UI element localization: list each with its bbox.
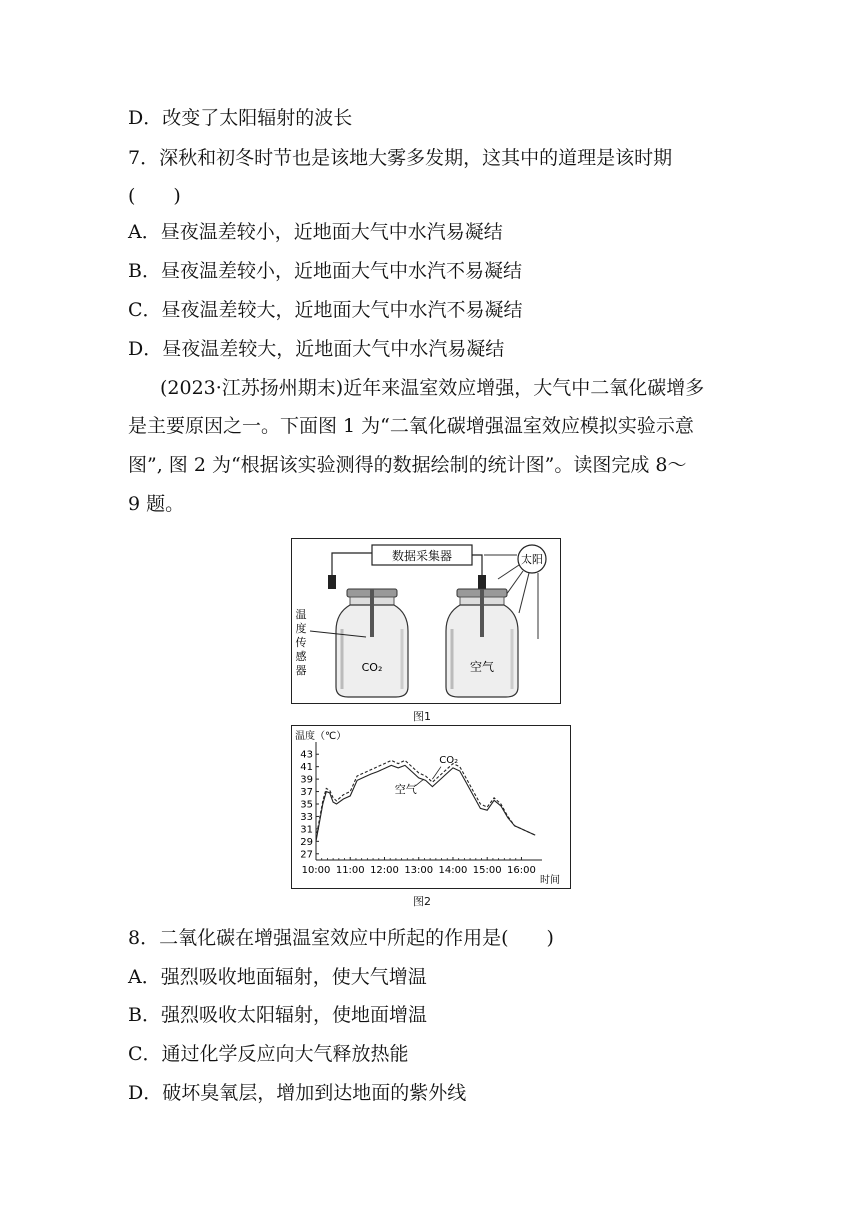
x-tick-label: 12:00 bbox=[370, 865, 399, 876]
sensor-label bbox=[296, 608, 307, 677]
svg-text:度: 度 bbox=[295, 622, 307, 635]
q7-option-b: B．昼夜温差较小，近地面大气中水汽不易凝结 bbox=[128, 260, 522, 282]
jar-air-label: 空气 bbox=[469, 660, 495, 674]
air-series-line bbox=[316, 765, 535, 841]
x-tick-label: 10:00 bbox=[301, 865, 331, 876]
temperature-chart bbox=[292, 726, 570, 888]
figure-1 bbox=[291, 538, 561, 704]
figure-2 bbox=[291, 725, 571, 889]
experiment-diagram bbox=[292, 539, 560, 703]
x-tick-label: 13:00 bbox=[404, 865, 434, 876]
jar-co2-label: CO₂ bbox=[361, 661, 383, 674]
q7-blank: ( ) bbox=[128, 185, 181, 207]
q8-option-a: A．强烈吸收地面辐射，使大气增温 bbox=[128, 966, 427, 988]
y-tick-label: 29 bbox=[300, 836, 313, 848]
q7-option-c: C．昼夜温差较大，近地面大气中水汽不易凝结 bbox=[128, 299, 523, 321]
x-tick-label: 16:00 bbox=[507, 865, 536, 876]
q8-option-d: D．破坏臭氧层，增加到达地面的紫外线 bbox=[128, 1082, 467, 1104]
intro-line-4: 9 题。 bbox=[128, 493, 185, 515]
sensor-plug-right bbox=[478, 575, 486, 589]
intro-line-1: (2023·江苏扬州期末)近年来温室效应增强，大气中二氧化碳增多 bbox=[160, 377, 705, 399]
q8-option-c: C．通过化学反应向大气释放热能 bbox=[128, 1043, 409, 1065]
y-tick-label: 43 bbox=[300, 749, 313, 761]
air-series-label: 空气 bbox=[394, 782, 417, 796]
y-axis-label: 温度（℃） bbox=[295, 731, 347, 742]
y-tick-label: 31 bbox=[300, 824, 313, 836]
q6-option-d: D．改变了太阳辐射的波长 bbox=[128, 107, 353, 129]
q8-stem: 8．二氧化碳在增强温室效应中所起的作用是( ) bbox=[128, 927, 554, 949]
co2-label-leader bbox=[432, 767, 441, 779]
sensor-plug-left bbox=[328, 575, 336, 589]
q7-option-d: D．昼夜温差较大，近地面大气中水汽易凝结 bbox=[128, 338, 505, 360]
intro-line-2: 是主要原因之一。下面图 1 为“二氧化碳增强温室效应模拟实验示意 bbox=[128, 415, 694, 437]
y-tick-label: 27 bbox=[300, 849, 313, 861]
y-tick-label: 39 bbox=[300, 774, 313, 786]
y-tick-label: 35 bbox=[300, 799, 313, 811]
q7-stem: 7．深秋和初冬时节也是该地大雾多发期，这其中的道理是该时期 bbox=[128, 147, 673, 169]
svg-text:器: 器 bbox=[295, 664, 307, 677]
q7-option-a: A．昼夜温差较小，近地面大气中水汽易凝结 bbox=[128, 221, 503, 243]
x-tick-label: 15:00 bbox=[472, 865, 502, 876]
svg-text:温: 温 bbox=[295, 608, 307, 621]
figure-1-caption: 图1 bbox=[413, 710, 431, 723]
x-tick-label: 14:00 bbox=[438, 865, 468, 876]
svg-text:传: 传 bbox=[295, 636, 307, 649]
y-tick-label: 37 bbox=[300, 787, 313, 799]
intro-line-3: 图”, 图 2 为“根据该实验测得的数据绘制的统计图”。读图完成 8～ bbox=[128, 454, 687, 476]
jar-co2 bbox=[336, 589, 408, 697]
co2-series-label: CO₂ bbox=[439, 754, 459, 766]
x-tick-label: 11:00 bbox=[335, 865, 365, 876]
jar-air bbox=[446, 589, 518, 697]
y-tick-label: 33 bbox=[300, 811, 313, 823]
figure-2-caption: 图2 bbox=[413, 895, 431, 908]
collector-label: 数据采集器 bbox=[391, 549, 453, 563]
x-axis-label: 时间 bbox=[540, 875, 560, 886]
q8-option-b: B．强烈吸收太阳辐射，使地面增温 bbox=[128, 1004, 427, 1026]
y-tick-label: 41 bbox=[300, 762, 313, 774]
sun-label: 太阳 bbox=[521, 553, 543, 566]
co2-series-line bbox=[316, 760, 535, 838]
svg-text:感: 感 bbox=[295, 650, 307, 663]
